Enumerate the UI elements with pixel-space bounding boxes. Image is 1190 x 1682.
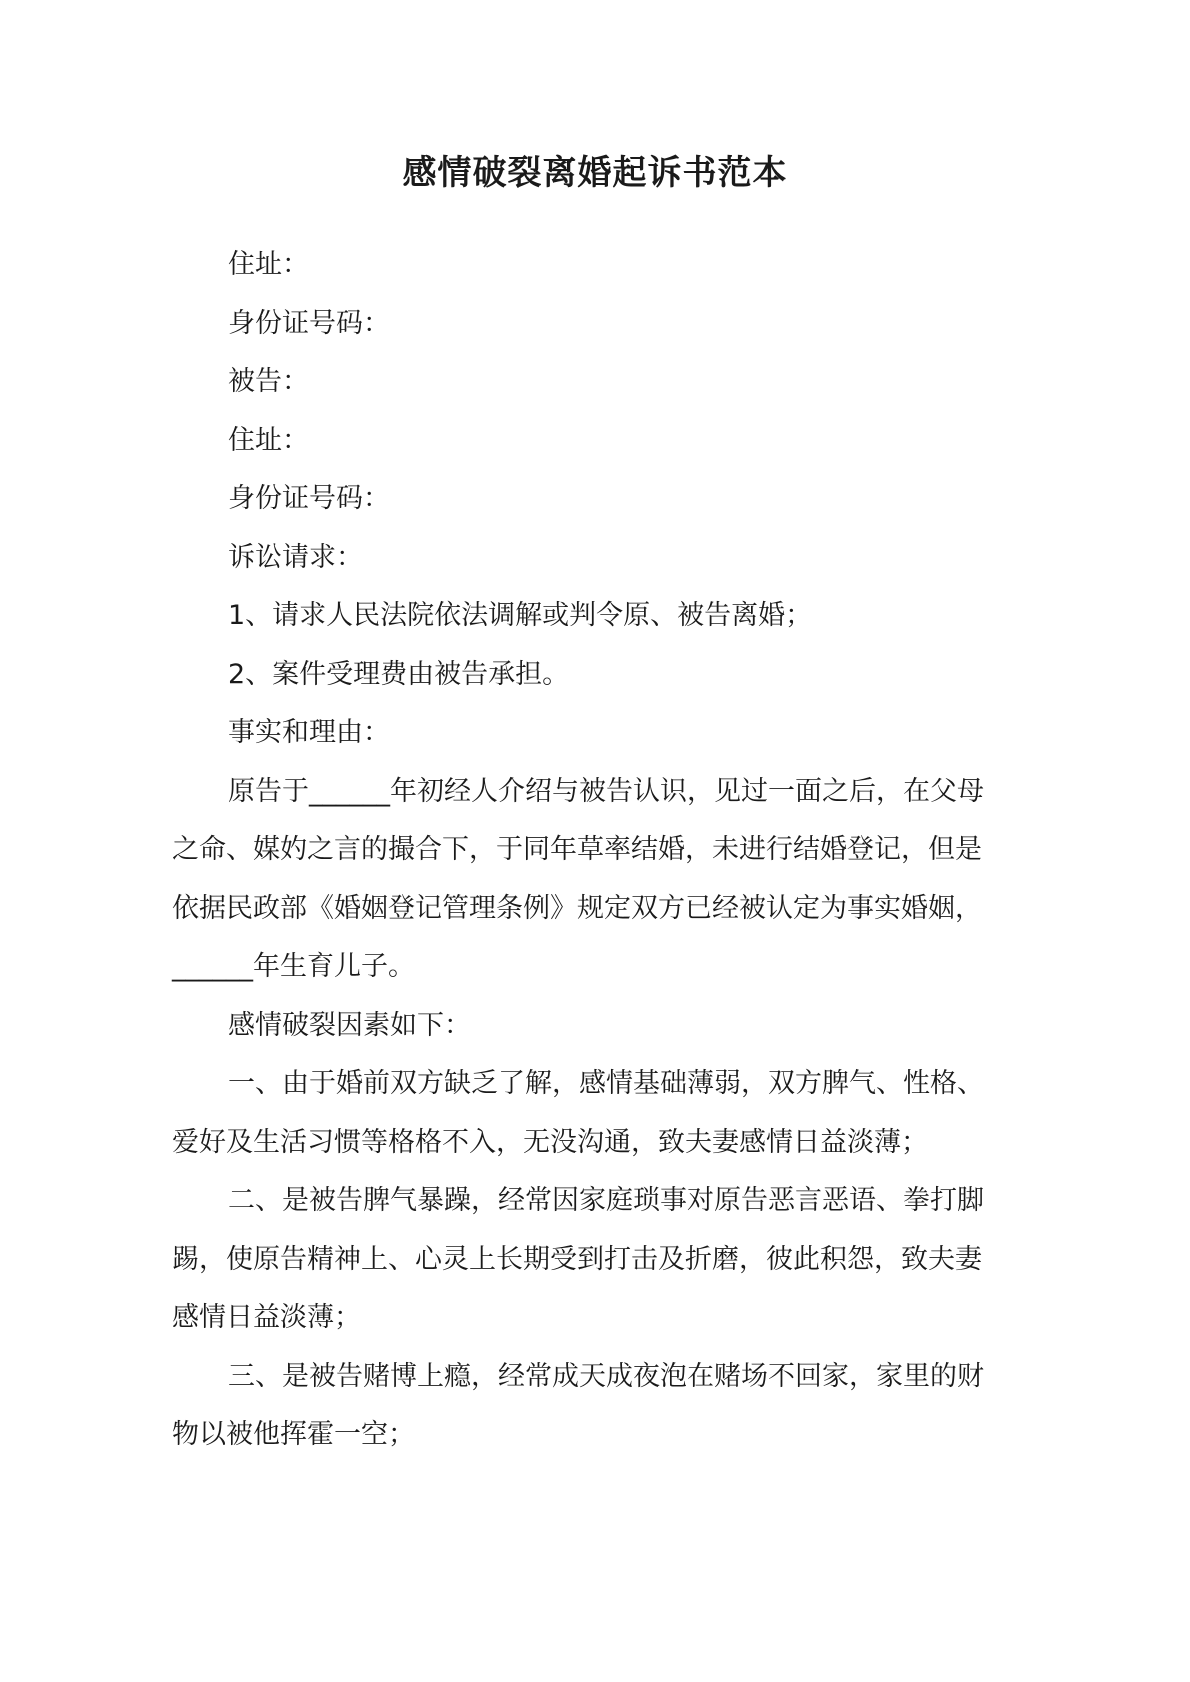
paragraph-reason-3-line-2: 物以被他挥霍一空； [172, 1419, 415, 1450]
paragraph-facts-line-2: 之命、媒妁之言的撮合下，于同年草率结婚，未进行结婚登记，但是 [172, 834, 982, 865]
line-plaintiff-address: 住址： [228, 249, 309, 280]
paragraph-reason-1-line-2: 爱好及生活习惯等格格不入，无没沟通，致夫妻感情日益淡薄； [172, 1127, 928, 1158]
line-defendant-id: 身份证号码： [228, 483, 390, 514]
line-defendant-address: 住址： [228, 425, 309, 456]
paragraph-reason-2-line-2: 踢，使原告精神上、心灵上长期受到打击及折磨，彼此积怨，致夫妻 [172, 1244, 982, 1275]
line-facts-heading: 事实和理由： [228, 717, 390, 748]
line-defendant: 被告： [228, 366, 309, 397]
paragraph-reason-1-line-1: 一、由于婚前双方缺乏了解，感情基础薄弱，双方脾气、性格、 [228, 1068, 984, 1099]
line-plaintiff-id: 身份证号码： [228, 308, 390, 339]
paragraph-facts-line-1: 原告于______年初经人介绍与被告认识，见过一面之后，在父母 [228, 776, 984, 807]
paragraph-reason-3-line-1: 三、是被告赌博上瘾，经常成天成夜泡在赌场不回家，家里的财 [228, 1361, 984, 1392]
paragraph-reason-2-line-3: 感情日益淡薄； [172, 1302, 361, 1333]
paragraph-facts-line-3: 依据民政部《婚姻登记管理条例》规定双方已经被认定为事实婚姻， [172, 893, 982, 924]
line-reasons-heading: 感情破裂因素如下： [228, 1010, 471, 1041]
paragraph-facts-line-4: ______年生育儿子。 [172, 951, 415, 982]
document-title: 感情破裂离婚起诉书范本 [402, 153, 788, 193]
paragraph-reason-2-line-1: 二、是被告脾气暴躁，经常因家庭琐事对原告恶言恶语、拳打脚 [228, 1185, 984, 1216]
line-claims-heading: 诉讼请求： [228, 542, 363, 573]
line-claim-2: 2、案件受理费由被告承担。 [228, 659, 570, 690]
line-claim-1: 1、请求人民法院依法调解或判令原、被告离婚； [228, 600, 813, 631]
